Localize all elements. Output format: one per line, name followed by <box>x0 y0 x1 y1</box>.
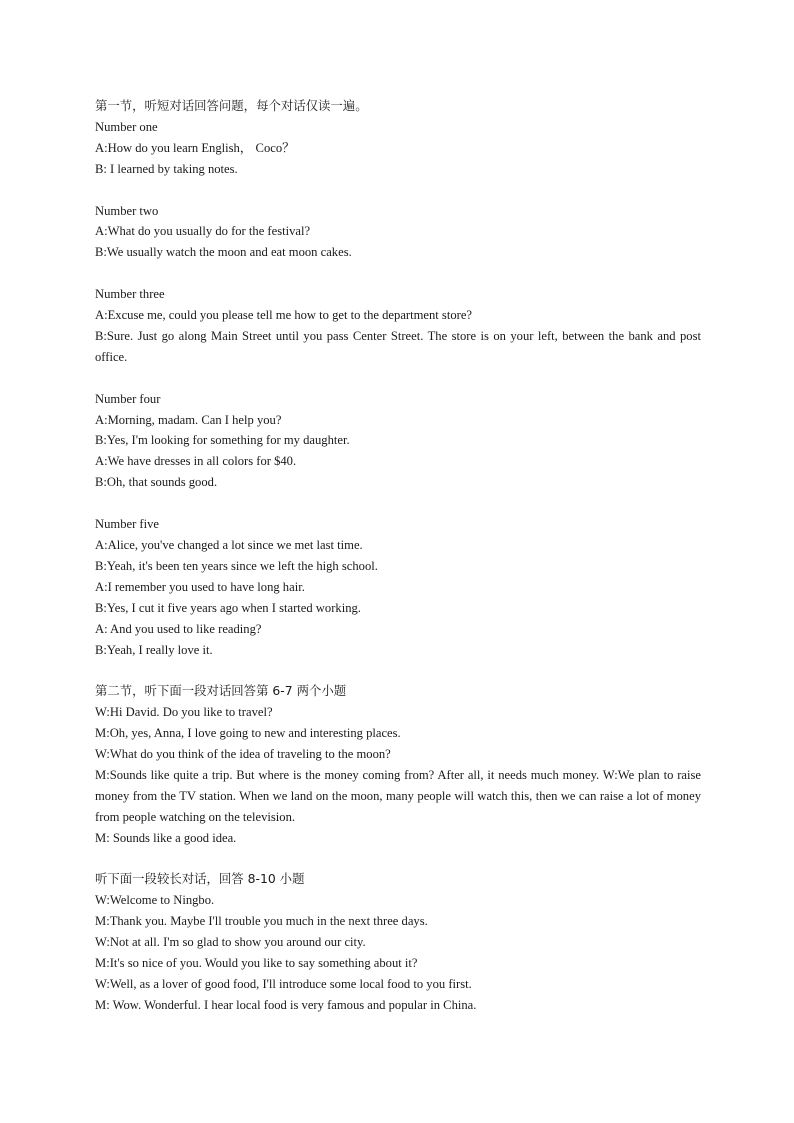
dialogue-line: M:Sounds like quite a trip. But where is the money coming from? After all, it needs much money. W:We plan to raise money from the TV station. When we land on the moon, many people will watch this, then we can raise a lot of money from people watching on the television. <box>95 767 701 824</box>
blank-line <box>95 493 701 514</box>
dialogue-line: W:Hi David. Do you like to travel? <box>95 705 273 720</box>
dialogue-line: B:Sure. Just go along Main Street until you pass Center Street. The store is on your left, between the bank and post office. <box>95 328 701 364</box>
dialogue-line: B:Yes, I'm looking for something for my daughter. <box>95 433 350 448</box>
section2-heading: 第二节，听下面一段对话回答第 6-7 两个小题 <box>95 683 347 699</box>
dialogue-line: B:We usually watch the moon and eat moon cakes. <box>95 245 352 260</box>
dialogue-line: M:Thank you. Maybe I'll trouble you much in the next three days. <box>95 914 428 929</box>
dialogue-number: Number two <box>95 203 159 218</box>
dialogue-line: A:I remember you used to have long hair. <box>95 579 305 594</box>
dialogue-number: Number four <box>95 391 161 406</box>
dialogue-line: W:Not at all. I'm so glad to show you around our city. <box>95 935 366 950</box>
dialogue-number: Number three <box>95 287 165 302</box>
blank-line <box>95 368 701 389</box>
dialogue-line: A:How do you learn English， Coco？ <box>95 140 295 155</box>
dialogue-number: Number one <box>95 119 158 134</box>
dialogue-number: Number five <box>95 517 159 532</box>
blank-line <box>95 180 701 201</box>
section3-heading: 听下面一段较长对话，回答 8-10 小题 <box>95 871 305 887</box>
blank-line <box>95 660 701 681</box>
dialogue-line: M: Wow. Wonderful. I hear local food is very famous and popular in China. <box>95 997 477 1012</box>
dialogue-line: A:We have dresses in all colors for $40. <box>95 454 297 469</box>
dialogue-line: A:Alice, you've changed a lot since we met last time. <box>95 537 363 552</box>
dialogue-line: B: I learned by taking notes. <box>95 161 238 176</box>
dialogue-line: B:Yeah, I really love it. <box>95 642 213 657</box>
document-page <box>95 96 701 1016</box>
dialogue-line: A:Morning, madam. Can I help you? <box>95 412 282 427</box>
dialogue-line: B:Oh, that sounds good. <box>95 475 218 490</box>
dialogue-line: A: And you used to like reading? <box>95 621 262 636</box>
dialogue-line: A:What do you usually do for the festival? <box>95 224 311 239</box>
dialogue-line: W:Well, as a lover of good food, I'll introduce some local food to you first. <box>95 976 472 991</box>
dialogue-line: B:Yes, I cut it five years ago when I started working. <box>95 600 361 615</box>
dialogue-line: A:Excuse me, could you please tell me how to get to the department store? <box>95 308 473 323</box>
blank-line <box>95 849 701 870</box>
dialogue-line: M:Oh, yes, Anna, I love going to new and interesting places. <box>95 726 401 741</box>
dialogue-line: W:Welcome to Ningbo. <box>95 893 215 908</box>
dialogue-line: B:Yeah, it's been ten years since we left the high school. <box>95 558 378 573</box>
blank-line <box>95 263 701 284</box>
section1-heading: 第一节，听短对话回答问题，每个对话仅读一遍。 <box>95 98 368 113</box>
dialogue-line: M: Sounds like a good idea. <box>95 830 237 845</box>
dialogue-line: W:What do you think of the idea of traveling to the moon? <box>95 747 391 762</box>
dialogue-line: M:It's so nice of you. Would you like to say something about it? <box>95 956 418 971</box>
